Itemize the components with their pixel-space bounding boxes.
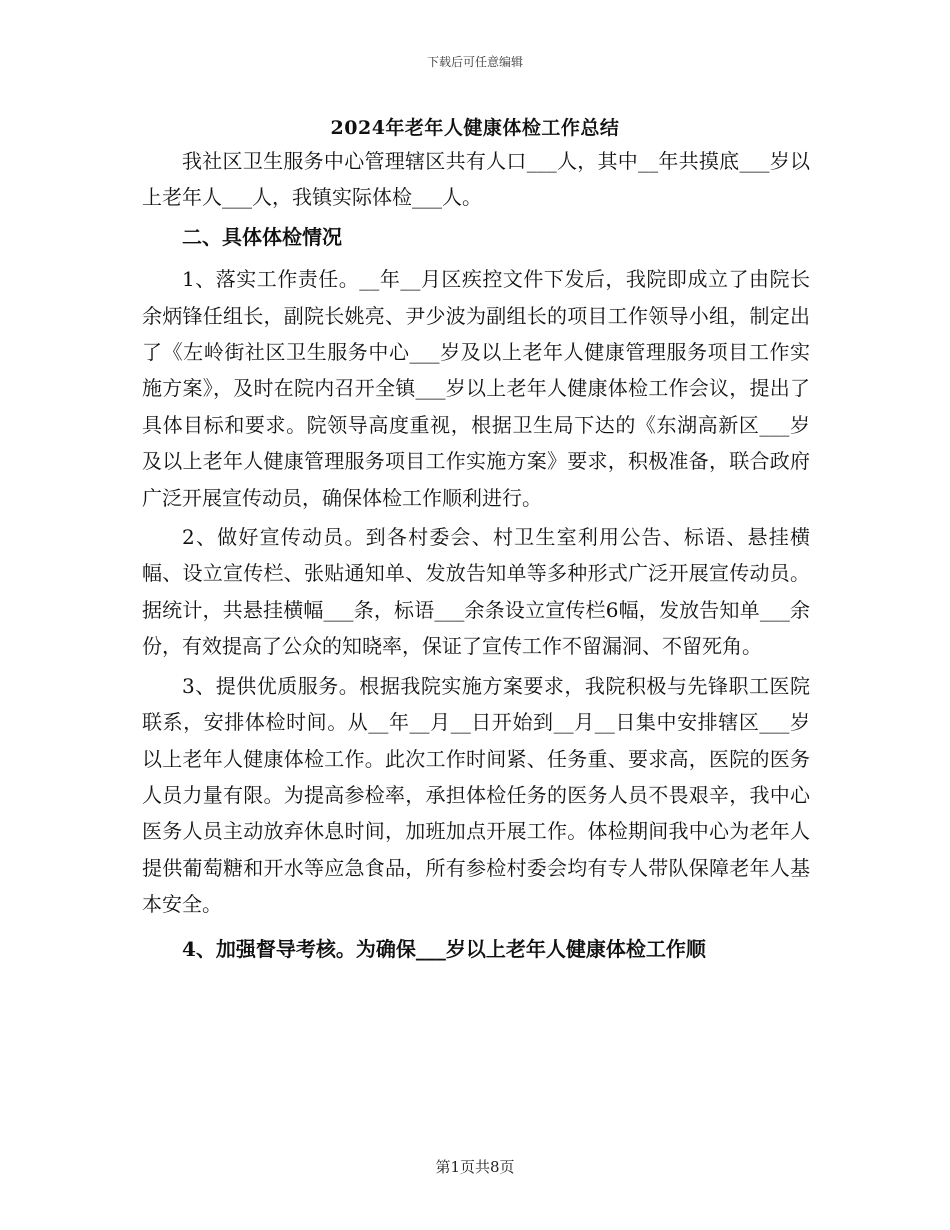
page-number: 第1页共8页 (435, 1158, 515, 1176)
paragraph-item-1: 1、落实工作责任。__年__月区疾控文件下发后，我院即成立了由院长余炳锋任组长，副院长姚亮、尹少波为副组长的项目工作领导小组，制定出了《左岭街社区卫生服务中心___岁及以上老年人健康管理服务项目工作实施方案》，及时在院内召开全镇___岁以上老年人健康体检工作会议，提出了具体目标和要求。院领导高度重视，根据卫生局下达的《东湖高新区___岁及以上老年人健康管理服务项目工作实施方案》要求，积极准备，联合政府广泛开展宣传动员，确保体检工作顺利进行。 (142, 267, 810, 510)
paragraph-item-3: 3、提供优质服务。根据我院实施方案要求，我院积极与先锋职工医院联系，安排体检时间。从__年__月__日开始到__月__日集中安排辖区___岁以上老年人健康体检工作。此次工作时间紧、任务重、要求高，医院的医务人员力量有限。为提高参检率，承担体检任务的医务人员不畏艰辛，我中心医务人员主动放弃休息时间，加班加点开展工作。体检期间我中心为老年人提供葡萄糖和开水等应急食品，所有参检村委会均有专人带队保障老年人基本安全。 (142, 673, 810, 917)
section-heading: 二、具体体检情况 (182, 224, 342, 249)
document-body (142, 143, 810, 970)
paragraph-item-2: 2、做好宣传动员。到各村委会、村卫生室利用公告、标语、悬挂横幅、设立宣传栏、张贴通知单、发放告知单等多种形式广泛开展宣传动员。据统计，共悬挂横幅___条，标语___余条设立宣传栏6幅，发放告知单___余份，有效提高了公众的知晓率，保证了宣传工作不留漏洞、不留死角。 (142, 525, 810, 659)
paragraph-intro: 我社区卫生服务中心管理辖区共有人口___人，其中__年共摸底___岁以上老年人___人，我镇实际体检___人。 (142, 149, 810, 210)
document-title: 2024年老年人健康体检工作总结 (330, 117, 620, 139)
header-note: 下载后可任意编辑 (426, 55, 523, 69)
paragraph-item-4: 4、加强督导考核。为确保___岁以上老年人健康体检工作顺 (182, 936, 706, 961)
